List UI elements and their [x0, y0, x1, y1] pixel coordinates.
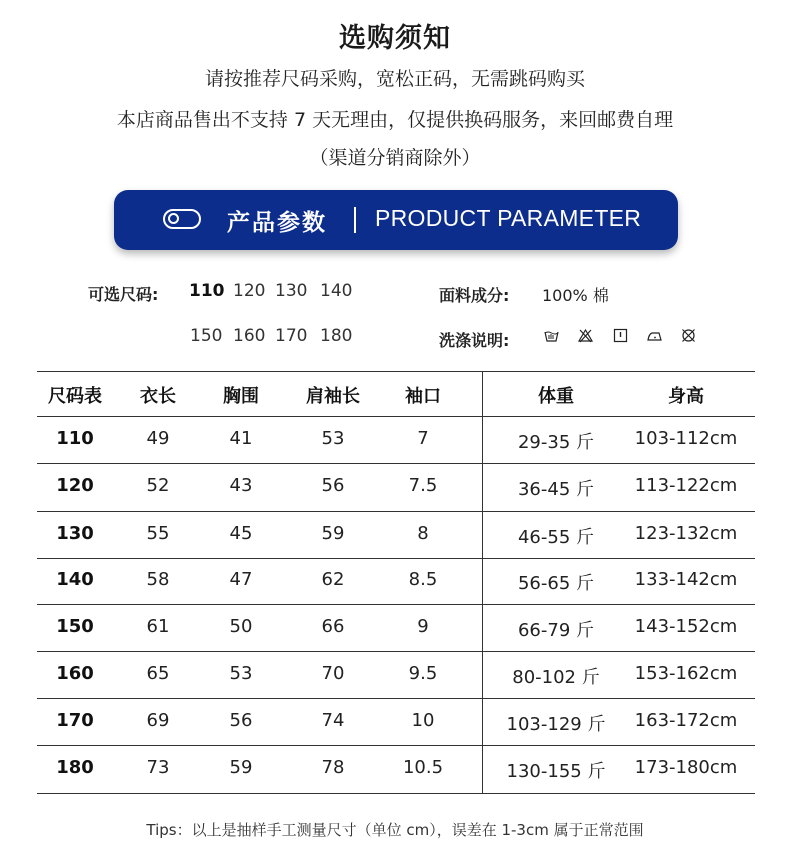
toggle-icon	[163, 209, 201, 229]
table-cell: 29-35 斤	[517, 431, 595, 453]
table-cell: 56	[321, 475, 345, 496]
banner-divider	[354, 207, 356, 233]
table-cell: 58	[146, 569, 170, 590]
table-cell: 66-79 斤	[517, 619, 595, 641]
table-cell: 78	[321, 757, 345, 778]
fabric-value: 100% 棉	[542, 286, 609, 305]
notice-line-2: 本店商品售出不支持 7 天无理由，仅提供换码服务，来回邮费自理	[116, 109, 674, 131]
product-parameter-banner	[114, 190, 678, 250]
table-cell: 9	[417, 615, 429, 637]
table-cell: 50	[229, 615, 253, 637]
table-divider	[37, 558, 755, 559]
table-cell: 10.5	[402, 757, 444, 778]
care-label: 洗涤说明:	[439, 331, 510, 350]
banner-title-cn: 产品参数	[227, 210, 327, 236]
table-cell: 47	[229, 569, 253, 590]
table-cell: 8	[417, 522, 429, 544]
table-cell: 73	[146, 757, 170, 778]
table-cell: 163-172cm	[634, 709, 738, 731]
table-cell: 56	[229, 709, 253, 731]
fabric-label: 面料成分:	[439, 286, 510, 305]
table-cell: 143-152cm	[634, 615, 738, 637]
table-divider	[37, 604, 755, 605]
no-bleach-icon	[578, 328, 593, 343]
table-divider	[37, 463, 755, 464]
table-divider	[37, 371, 755, 372]
table-cell: 43	[229, 475, 253, 496]
table-cell: 36-45 斤	[517, 479, 595, 500]
size-option: 130	[275, 281, 308, 301]
table-cell: 103-112cm	[634, 427, 738, 449]
iron-icon	[647, 328, 662, 343]
table-cell: 45	[229, 522, 253, 544]
table-divider	[37, 511, 755, 512]
table-header-cell: 袖口	[405, 386, 441, 407]
size-option: 140	[320, 281, 353, 301]
table-cell: 65	[146, 662, 170, 684]
sizes-label: 可选尺码:	[88, 285, 159, 304]
table-cell: 62	[321, 569, 345, 590]
size-option: 170	[275, 326, 308, 346]
table-cell: 173-180cm	[634, 757, 738, 778]
size-option: 180	[320, 326, 353, 346]
table-cell: 41	[229, 427, 253, 449]
table-cell: 69	[146, 709, 170, 731]
table-cell: 10	[411, 709, 435, 731]
table-cell: 103-129 斤	[506, 713, 606, 735]
table-header-cell: 肩袖长	[306, 386, 360, 407]
table-cell: 80-102 斤	[512, 666, 600, 688]
table-cell: 133-142cm	[634, 569, 738, 590]
table-cell: 130-155 斤	[506, 761, 606, 782]
size-option: 160	[233, 326, 266, 346]
hand-wash-icon	[544, 328, 559, 343]
table-cell: 53	[229, 662, 253, 684]
table-cell: 59	[321, 522, 345, 544]
table-cell: 53	[321, 427, 345, 449]
table-divider	[37, 698, 755, 699]
table-cell: 74	[321, 709, 345, 731]
size-option: 110	[189, 281, 225, 301]
table-cell: 46-55 斤	[517, 526, 595, 548]
notice-line-3: （渠道分销商除外）	[309, 147, 481, 169]
tips-text: Tips：以上是抽样手工测量尺寸（单位 cm），误差在 1-3cm 属于正常范围	[146, 821, 644, 839]
table-cell: 52	[146, 475, 170, 496]
table-divider	[37, 416, 755, 417]
table-size-cell: 180	[56, 757, 94, 778]
no-dry-clean-icon	[681, 328, 696, 343]
table-cell: 61	[146, 615, 170, 637]
table-header-cell: 衣长	[140, 386, 176, 407]
table-size-cell: 120	[56, 475, 94, 496]
table-cell: 8.5	[408, 569, 438, 590]
table-header-cell: 体重	[538, 386, 574, 407]
table-header-cell: 尺码表	[48, 386, 102, 407]
table-cell: 123-132cm	[634, 522, 738, 544]
table-cell: 49	[146, 427, 170, 449]
notice-line-1: 请按推荐尺码采购，宽松正码，无需跳码购买	[204, 68, 585, 90]
table-cell: 70	[321, 662, 345, 684]
table-divider	[37, 651, 755, 652]
banner-title-en: PRODUCT PARAMETER	[375, 205, 642, 231]
table-cell: 9.5	[408, 662, 438, 684]
table-size-cell: 110	[56, 427, 94, 449]
table-size-cell: 130	[56, 522, 94, 544]
table-header-cell: 身高	[668, 386, 704, 407]
table-cell: 7	[417, 427, 429, 449]
table-cell: 113-122cm	[634, 475, 738, 496]
table-divider	[37, 745, 755, 746]
table-cell: 153-162cm	[634, 662, 738, 684]
table-cell: 56-65 斤	[517, 573, 595, 594]
table-size-cell: 170	[56, 709, 94, 731]
tumble-dry-icon	[613, 328, 628, 343]
page-title: 选购须知	[339, 23, 451, 54]
table-cell: 66	[321, 615, 345, 637]
table-cell: 7.5	[408, 475, 438, 496]
table-size-cell: 150	[56, 615, 94, 637]
table-size-cell: 140	[56, 569, 94, 590]
table-cell: 55	[146, 522, 170, 544]
table-header-cell: 胸围	[223, 386, 259, 407]
table-cell: 59	[229, 757, 253, 778]
table-size-cell: 160	[56, 662, 94, 684]
table-divider	[37, 793, 755, 794]
size-option: 120	[233, 281, 266, 301]
table-column-divider	[482, 371, 483, 793]
size-option: 150	[190, 326, 223, 346]
